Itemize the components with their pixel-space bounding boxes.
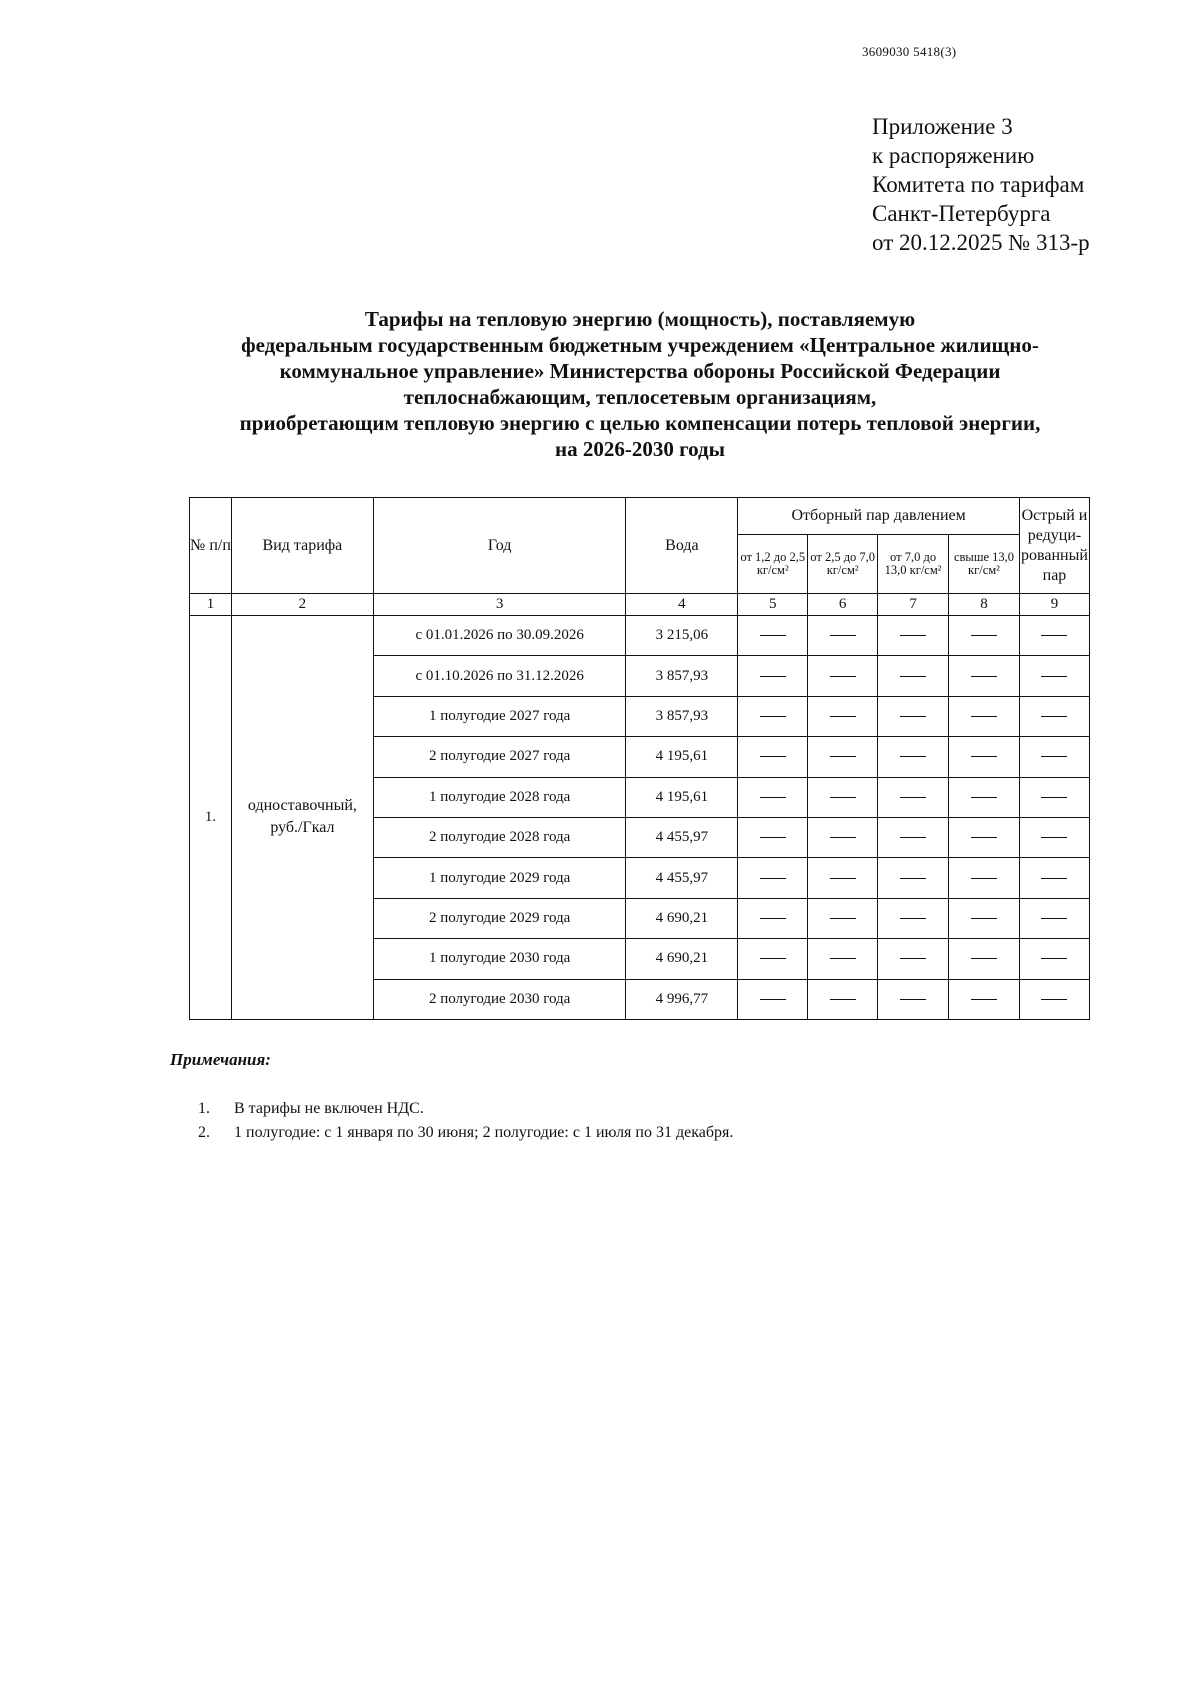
title-line: Тарифы на тепловую энергию (мощность), поставляемую — [364, 307, 916, 331]
empty-tariff-cell — [878, 656, 949, 696]
column-number: 5 — [738, 594, 808, 616]
dash-mark — [900, 676, 926, 677]
dash-mark — [1041, 918, 1067, 919]
dash-mark — [971, 716, 997, 717]
water-tariff-cell: 4 690,21 — [626, 898, 738, 938]
empty-tariff-cell — [738, 939, 808, 979]
column-number: 8 — [949, 594, 1020, 616]
dash-mark — [900, 999, 926, 1000]
period-cell: 1 полугодие 2029 года — [373, 858, 626, 898]
empty-tariff-cell — [878, 616, 949, 656]
dash-mark — [760, 918, 786, 919]
dash-mark — [1041, 958, 1067, 959]
title-line: коммунальное управление» Министерства обороны Российской Федерации — [279, 359, 1001, 383]
empty-tariff-cell — [738, 737, 808, 777]
dash-mark — [830, 716, 856, 717]
empty-tariff-cell — [738, 898, 808, 938]
empty-tariff-cell — [808, 817, 878, 857]
dash-mark — [900, 878, 926, 879]
period-cell: 2 полугодие 2027 года — [373, 737, 626, 777]
water-tariff-cell: 3 215,06 — [626, 616, 738, 656]
header-water: Вода — [626, 498, 738, 594]
empty-tariff-cell — [738, 817, 808, 857]
column-number: 7 — [878, 594, 949, 616]
empty-tariff-cell — [1019, 777, 1089, 817]
empty-tariff-cell — [878, 696, 949, 736]
empty-tariff-cell — [949, 979, 1020, 1019]
period-cell: 1 полугодие 2030 года — [373, 939, 626, 979]
appendix-line: от 20.12.2025 № 313-р — [872, 230, 1090, 255]
empty-tariff-cell — [878, 898, 949, 938]
dash-mark — [1041, 635, 1067, 636]
empty-tariff-cell — [949, 737, 1020, 777]
dash-mark — [900, 716, 926, 717]
empty-tariff-cell — [949, 777, 1020, 817]
title-line: теплоснабжающим, теплосетевым организациям, — [403, 385, 877, 409]
dash-mark — [971, 635, 997, 636]
dash-mark — [830, 878, 856, 879]
empty-tariff-cell — [808, 939, 878, 979]
dash-mark — [760, 837, 786, 838]
dash-mark — [830, 797, 856, 798]
notes-title: Примечания: — [170, 1050, 271, 1069]
dash-mark — [830, 756, 856, 757]
empty-tariff-cell — [1019, 737, 1089, 777]
dash-mark — [971, 958, 997, 959]
empty-tariff-cell — [808, 656, 878, 696]
dash-mark — [1041, 676, 1067, 677]
dash-mark — [900, 756, 926, 757]
empty-tariff-cell — [949, 898, 1020, 938]
dash-mark — [900, 958, 926, 959]
note-text: 1 полугодие: с 1 января по 30 июня; 2 полугодие: с 1 июля по 31 декабря. — [234, 1124, 734, 1141]
empty-tariff-cell — [1019, 979, 1089, 1019]
dash-mark — [1041, 756, 1067, 757]
column-number-row — [190, 594, 1090, 616]
empty-tariff-cell — [808, 696, 878, 736]
title-line: федеральным государственным бюджетным учреждением «Центральное жилищно- — [241, 333, 1039, 357]
appendix-line: к распоряжению — [872, 143, 1035, 168]
dash-mark — [760, 676, 786, 677]
document-title — [160, 306, 1120, 462]
period-cell: с 01.10.2026 по 31.12.2026 — [373, 656, 626, 696]
document-code: 3609030 5418(3) — [862, 44, 957, 59]
empty-tariff-cell — [878, 777, 949, 817]
empty-tariff-cell — [808, 616, 878, 656]
water-tariff-cell: 3 857,93 — [626, 656, 738, 696]
column-number: 3 — [373, 594, 626, 616]
dash-mark — [760, 756, 786, 757]
appendix-line: Санкт-Петербурга — [872, 201, 1051, 226]
note-item — [198, 1097, 733, 1121]
column-number: 6 — [808, 594, 878, 616]
dash-mark — [971, 918, 997, 919]
note-number: 1. — [198, 1100, 210, 1117]
dash-mark — [900, 635, 926, 636]
header-pressure-4: свыше 13,0 кг/см² — [949, 535, 1020, 594]
dash-mark — [830, 635, 856, 636]
empty-tariff-cell — [949, 616, 1020, 656]
column-number: 9 — [1019, 594, 1089, 616]
row-number: 1. — [190, 616, 232, 1020]
empty-tariff-cell — [1019, 817, 1089, 857]
dash-mark — [760, 716, 786, 717]
water-tariff-cell: 3 857,93 — [626, 696, 738, 736]
empty-tariff-cell — [738, 616, 808, 656]
header-pressure-2: от 2,5 до 7,0 кг/см² — [808, 535, 878, 594]
empty-tariff-cell — [1019, 898, 1089, 938]
water-tariff-cell: 4 455,97 — [626, 858, 738, 898]
note-item — [198, 1121, 733, 1145]
appendix-block — [872, 112, 1090, 257]
empty-tariff-cell — [1019, 656, 1089, 696]
dash-mark — [1041, 878, 1067, 879]
empty-tariff-cell — [738, 777, 808, 817]
dash-mark — [760, 797, 786, 798]
dash-mark — [971, 797, 997, 798]
dash-mark — [830, 676, 856, 677]
note-text: В тарифы не включен НДС. — [234, 1100, 424, 1117]
dash-mark — [830, 999, 856, 1000]
dash-mark — [971, 676, 997, 677]
title-line: на 2026-2030 годы — [554, 437, 726, 461]
header-live-steam: Острый и редуци-рованный пар — [1019, 498, 1089, 594]
water-tariff-cell: 4 195,61 — [626, 737, 738, 777]
dash-mark — [1041, 797, 1067, 798]
empty-tariff-cell — [878, 858, 949, 898]
column-number: 2 — [231, 594, 373, 616]
empty-tariff-cell — [878, 737, 949, 777]
empty-tariff-cell — [1019, 616, 1089, 656]
empty-tariff-cell — [949, 696, 1020, 736]
water-tariff-cell: 4 455,97 — [626, 817, 738, 857]
water-tariff-cell: 4 690,21 — [626, 939, 738, 979]
tariff-type-cell: одноставочный, руб./Гкал — [231, 616, 373, 1020]
notes-list — [198, 1097, 733, 1145]
dash-mark — [1041, 716, 1067, 717]
dash-mark — [1041, 837, 1067, 838]
empty-tariff-cell — [949, 656, 1020, 696]
empty-tariff-cell — [808, 979, 878, 1019]
empty-tariff-cell — [808, 777, 878, 817]
empty-tariff-cell — [878, 939, 949, 979]
dash-mark — [971, 878, 997, 879]
water-tariff-cell: 4 195,61 — [626, 777, 738, 817]
header-pressure-3: от 7,0 до 13,0 кг/см² — [878, 535, 949, 594]
header-num: № п/п — [190, 498, 232, 594]
appendix-line: Комитета по тарифам — [872, 172, 1085, 197]
empty-tariff-cell — [878, 817, 949, 857]
dash-mark — [971, 756, 997, 757]
empty-tariff-cell — [738, 858, 808, 898]
empty-tariff-cell — [1019, 939, 1089, 979]
header-year: Год — [373, 498, 626, 594]
dash-mark — [971, 837, 997, 838]
tariff-table — [189, 497, 1090, 1020]
note-number: 2. — [198, 1124, 210, 1141]
dash-mark — [971, 999, 997, 1000]
column-number: 1 — [190, 594, 232, 616]
dash-mark — [830, 918, 856, 919]
dash-mark — [830, 958, 856, 959]
period-cell: 2 полугодие 2028 года — [373, 817, 626, 857]
header-pressure-1: от 1,2 до 2,5 кг/см² — [738, 535, 808, 594]
period-cell: 1 полугодие 2027 года — [373, 696, 626, 736]
dash-mark — [760, 958, 786, 959]
dash-mark — [760, 878, 786, 879]
period-cell: 1 полугодие 2028 года — [373, 777, 626, 817]
table-row — [190, 616, 1090, 656]
empty-tariff-cell — [808, 737, 878, 777]
dash-mark — [900, 837, 926, 838]
empty-tariff-cell — [878, 979, 949, 1019]
dash-mark — [830, 837, 856, 838]
dash-mark — [760, 999, 786, 1000]
period-cell: с 01.01.2026 по 30.09.2026 — [373, 616, 626, 656]
empty-tariff-cell — [738, 656, 808, 696]
title-line: приобретающим тепловую энергию с целью компенсации потерь тепловой энергии, — [239, 411, 1041, 435]
empty-tariff-cell — [808, 858, 878, 898]
empty-tariff-cell — [1019, 858, 1089, 898]
dash-mark — [760, 635, 786, 636]
appendix-line: Приложение 3 — [872, 114, 1013, 139]
header-tariff-type: Вид тарифа — [231, 498, 373, 594]
column-number: 4 — [626, 594, 738, 616]
period-cell: 2 полугодие 2029 года — [373, 898, 626, 938]
empty-tariff-cell — [1019, 696, 1089, 736]
dash-mark — [900, 797, 926, 798]
header-extraction-steam: Отборный пар давлением — [738, 498, 1020, 535]
dash-mark — [1041, 999, 1067, 1000]
empty-tariff-cell — [949, 939, 1020, 979]
dash-mark — [900, 918, 926, 919]
period-cell: 2 полугодие 2030 года — [373, 979, 626, 1019]
water-tariff-cell: 4 996,77 — [626, 979, 738, 1019]
empty-tariff-cell — [738, 979, 808, 1019]
empty-tariff-cell — [808, 898, 878, 938]
empty-tariff-cell — [949, 817, 1020, 857]
empty-tariff-cell — [949, 858, 1020, 898]
empty-tariff-cell — [738, 696, 808, 736]
